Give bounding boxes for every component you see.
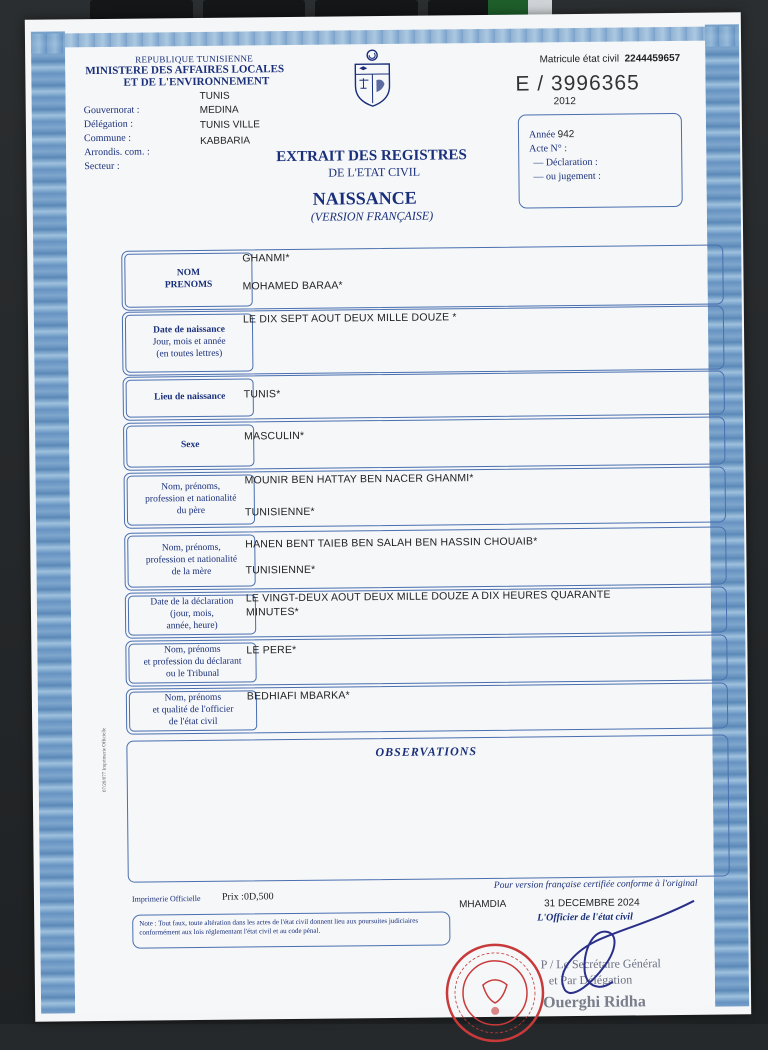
declarant-label-3: ou le Tribunal xyxy=(166,669,219,681)
sexe-label: Sexe xyxy=(181,440,200,452)
row-mere-label xyxy=(127,534,256,587)
document-title-version: (VERSION FRANÇAISE) xyxy=(311,209,433,225)
date-naissance-label-3: (en toutes lettres) xyxy=(156,349,222,362)
observations-box xyxy=(126,734,729,882)
delegation-label: Délégation : xyxy=(84,119,133,131)
row-declarant xyxy=(125,634,727,686)
delegation-value: MEDINA xyxy=(200,105,239,116)
price-label: Prix :0D,500 xyxy=(222,891,274,903)
ministry-heading-line1: MINISTERE DES AFFAIRES LOCALES xyxy=(85,63,284,77)
row-pere xyxy=(124,466,727,528)
gouvernorat-label: Gouvernorat : xyxy=(84,105,140,117)
republic-heading: REPUBLIQUE TUNISIENNE xyxy=(135,53,253,64)
declaration-label-2: (jour, mois, xyxy=(170,609,214,621)
row-mere xyxy=(124,526,727,590)
document-body xyxy=(65,41,715,1014)
row-sexe xyxy=(123,416,725,470)
commune-label: Commune : xyxy=(84,133,131,144)
declaration-label: — Déclaration : xyxy=(533,157,598,169)
nom-label: NOM xyxy=(177,268,200,280)
row-declaration xyxy=(125,586,727,638)
date-naissance-label-1: Date de naissance xyxy=(153,325,225,338)
row-declaration-label xyxy=(128,594,256,635)
tunisia-coat-of-arms-icon xyxy=(347,48,398,109)
register-year: 2012 xyxy=(554,96,576,107)
handwritten-signature-icon xyxy=(494,881,705,1003)
pere-label-1: Nom, prénoms, xyxy=(161,482,220,494)
imprimerie-label: Imprimerie Officielle xyxy=(132,894,201,904)
row-date-naissance xyxy=(122,305,725,375)
row-nom-label xyxy=(124,252,253,307)
annee-value: 942 xyxy=(558,129,575,140)
declarant-label-1: Nom, prénoms xyxy=(164,645,221,657)
issue-place: MHAMDIA xyxy=(459,899,506,910)
prenoms-label: PRENOMS xyxy=(165,280,213,292)
birth-certificate-document xyxy=(25,12,751,1021)
row-nom-prenoms xyxy=(121,244,724,310)
mere-label-1: Nom, prénoms, xyxy=(162,543,221,555)
matricule-label: Matricule état civil xyxy=(540,54,620,66)
lieu-label: Lieu de naissance xyxy=(154,392,225,405)
declaration-label-3: année, heure) xyxy=(166,621,217,633)
row-officier xyxy=(126,682,728,734)
pere-label-2: profession et nationalité xyxy=(145,494,236,507)
mere-name-value: HANEN BENT TAIEB BEN SALAH BEN HASSIN CHOUAIB* xyxy=(245,535,537,550)
nom-value: GHANMI* xyxy=(242,252,290,264)
register-number: E / 3996365 xyxy=(515,71,640,96)
officier-label-3: de l'état civil xyxy=(169,717,218,729)
observations-title: OBSERVATIONS xyxy=(375,744,477,760)
arrondissement-label: Arrondis. com. : xyxy=(84,146,150,158)
row-declarant-label xyxy=(128,642,256,683)
acte-label: Acte N° : xyxy=(529,143,567,154)
row-lieu-label xyxy=(126,378,254,417)
pere-name-value: MOUNIR BEN HATTAY BEN NACER GHANMI* xyxy=(245,472,474,486)
document-title-naissance: NAISSANCE xyxy=(313,188,417,210)
legal-note-box: Note : Tout faux, toute altération dans les actes de l'état civil donnent lieu aux poursuites judiciaires conformément aux lois réglementant l'état civil et au code pénal. xyxy=(132,911,450,948)
lieu-value: TUNIS* xyxy=(244,388,281,400)
annee-label: Année xyxy=(529,129,555,140)
mere-label-3: de la mère xyxy=(172,567,212,579)
declaration-value-1: LE VINGT-DEUX AOUT DEUX MILLE DOUZE A DIX HEURES QUARANTE xyxy=(246,589,611,605)
annee-line xyxy=(529,129,574,140)
pere-nationality-value: TUNISIENNE* xyxy=(245,506,315,519)
stamp-line1: P / Le Secrétaire Général xyxy=(541,956,661,972)
row-officier-label xyxy=(129,690,257,731)
jugement-label: — ou jugement : xyxy=(533,171,601,183)
row-lieu-naissance xyxy=(123,370,725,420)
stamp-line2: et Par Délégation xyxy=(549,972,632,988)
document-title-line2: DE L'ETAT CIVIL xyxy=(328,165,420,181)
secteur-label: Secteur : xyxy=(84,161,119,172)
date-naissance-value: LE DIX SEPT AOUT DEUX MILLE DOUZE * xyxy=(243,311,457,325)
officier-label-2: et qualité de l'officier xyxy=(152,705,233,718)
declarant-label-2: et profession du déclarant xyxy=(144,657,242,670)
officier-label-1: Nom, prénoms xyxy=(165,693,222,705)
date-naissance-label-2: Jour, mois et année xyxy=(153,337,226,350)
mere-label-2: profession et nationalité xyxy=(146,555,237,568)
side-print-text: 07/20/077 Imprimerie Officielle xyxy=(102,728,108,792)
document-title-line1: EXTRAIT DES REGISTRES xyxy=(276,147,467,166)
sexe-value: MASCULIN* xyxy=(244,430,304,443)
declaration-value-2: MINUTES* xyxy=(246,606,299,619)
matricule-line xyxy=(540,53,681,65)
mere-nationality-value: TUNISIENNE* xyxy=(245,564,315,577)
row-date-naissance-label xyxy=(125,313,254,372)
commune-value: TUNIS VILLE xyxy=(200,119,260,131)
certification-text: Pour version française certifiée conforme à l'original xyxy=(494,879,698,891)
officier-signature-label: L'Officier de l'état civil xyxy=(537,911,633,923)
gouvernorat-value: TUNIS xyxy=(200,91,230,102)
issue-date: 31 DECEMBRE 2024 xyxy=(544,897,640,909)
matricule-value: 2244459657 xyxy=(625,53,681,65)
declarant-value: LE PERE* xyxy=(246,644,296,657)
pere-label-3: du père xyxy=(177,506,205,518)
stamp-line3: Ouerghi Ridha xyxy=(543,993,646,1012)
officier-value: BEDHIAFI MBARKA* xyxy=(247,689,350,702)
arrondissement-value: KABBARIA xyxy=(200,135,250,147)
ministry-heading-line2: ET DE L'ENVIRONNEMENT xyxy=(123,75,269,89)
acte-info-box xyxy=(518,113,683,209)
row-pere-label xyxy=(127,474,256,525)
prenoms-value: MOHAMED BARAA* xyxy=(243,279,343,292)
declaration-label-1: Date de la déclaration xyxy=(150,597,233,610)
row-sexe-label xyxy=(126,424,254,467)
